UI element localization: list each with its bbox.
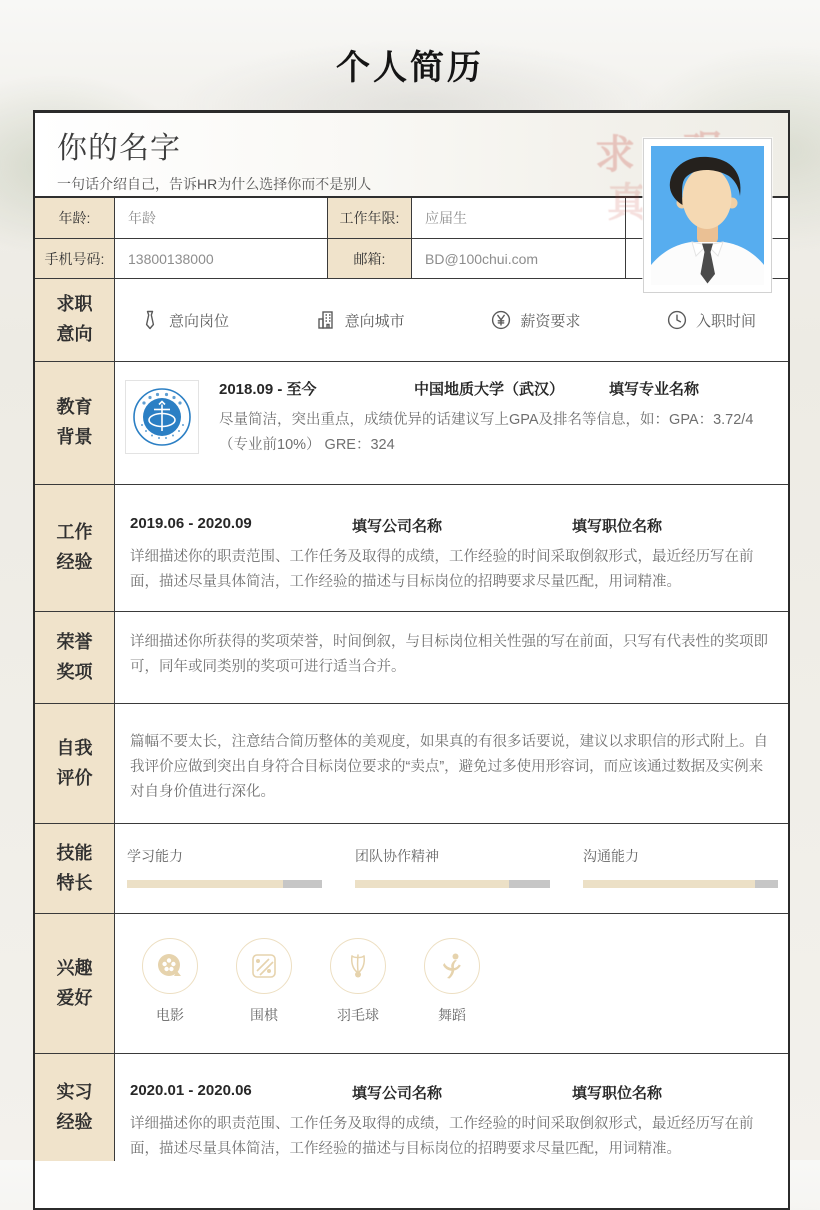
- skill-name: 团队协作精神: [355, 848, 439, 864]
- hobby-item: [424, 938, 480, 1025]
- skill-progress-fill: [583, 880, 755, 888]
- hobby-label: 围棋: [250, 1007, 278, 1023]
- section-skills: [35, 823, 788, 913]
- section-work-experience: [35, 484, 788, 611]
- skill-progress-bar: [583, 880, 778, 888]
- work-years-value: 应届生: [412, 198, 626, 238]
- honors-description: 详细描述你所获得的奖项荣誉，时间倒叙，与目标岗位相关性强的写在前面，只写有代表性的奖项即可，同年或同类别的奖项可进行适当合并。: [130, 634, 768, 675]
- internship-description: 详细描述你的职责范围、工作任务及取得的成绩，工作经验的时间采取倒叙形式，最近经历写在前面，描述尽量具体简洁，工作经验的描述与目标岗位的招聘要求尽量匹配，用词精准。: [130, 1116, 754, 1157]
- section-education: [35, 361, 788, 484]
- skill-item: [583, 846, 778, 888]
- email-label: 邮箱:: [328, 239, 412, 278]
- section-label: 工作经验: [56, 522, 93, 572]
- skill-item: [127, 846, 322, 888]
- intent-label: 薪资要求: [520, 312, 581, 330]
- internship-company: 填写公司名称: [352, 1085, 443, 1102]
- education-school: 中国地质大学（武汉）: [414, 381, 565, 398]
- phone-label: 手机号码:: [35, 239, 115, 278]
- age-label: 年龄:: [35, 198, 115, 238]
- section-label: 教育背景: [56, 397, 93, 447]
- skill-item: [355, 846, 550, 888]
- section-internship: [35, 1053, 788, 1161]
- section-label: 实习经验: [56, 1081, 93, 1132]
- education-description: 尽量简洁，突出重点，成绩优异的话建议写上GPA及排名等信息，如：GPA：3.72/4（专业前10%） GRE：324: [219, 412, 754, 453]
- candidate-tagline: 一句话介绍自己，告诉HR为什么选择你而不是别人: [57, 176, 372, 192]
- go-board-icon: [236, 938, 292, 994]
- hobby-label: 电影: [156, 1007, 184, 1023]
- id-photo: [643, 138, 772, 293]
- phone-value: 13800138000: [115, 239, 328, 278]
- skill-progress-fill: [127, 880, 283, 888]
- film-reel-icon: [142, 938, 198, 994]
- yen-icon: [490, 309, 512, 331]
- tie-icon: [139, 309, 161, 331]
- intent-position: [139, 309, 229, 331]
- hobby-item: [142, 938, 198, 1025]
- university-logo: [125, 380, 199, 454]
- intent-label: 意向岗位: [169, 312, 230, 330]
- education-major: 填写专业名称: [609, 381, 700, 398]
- section-self-evaluation: [35, 703, 788, 823]
- avatar: [651, 146, 764, 285]
- clock-icon: [666, 309, 688, 331]
- shuttlecock-icon: [330, 938, 386, 994]
- background-calligraphy: 真: [607, 181, 647, 225]
- work-company: 填写公司名称: [352, 518, 443, 535]
- work-period: 2019.06 - 2020.09: [130, 515, 252, 532]
- skill-progress-fill: [355, 880, 509, 888]
- skill-progress-bar: [127, 880, 322, 888]
- age-value: 年龄: [115, 198, 328, 238]
- section-label: 兴趣爱好: [56, 957, 93, 1008]
- candidate-name: 你的名字: [57, 132, 181, 165]
- section-hobbies: [35, 913, 788, 1053]
- hobby-item: [330, 938, 386, 1025]
- email-value: BD@100chui.com: [412, 239, 626, 278]
- intent-start-date: [666, 309, 756, 331]
- work-position: 填写职位名称: [572, 518, 663, 535]
- intent-label: 入职时间: [695, 312, 756, 330]
- section-label: 求职意向: [56, 294, 93, 344]
- self-evaluation-description: 篇幅不要太长，注意结合简历整体的美观度，如果真的有很多话要说，建议以求职信的形式附上。自我评价应做到突出自身符合目标岗位要求的“卖点”，避免过多使用形容词，而应该通过数据及实例来对自身价值进行深化。: [130, 734, 768, 800]
- work-description: 详细描述你的职责范围、工作任务及取得的成绩，工作经验的时间采取倒叙形式，最近经历写在前面，描述尽量具体简洁，工作经验的描述与目标岗位的招聘要求尽量匹配，用词精准。: [130, 549, 754, 590]
- page-title: 个人简历: [336, 49, 484, 87]
- education-period: 2018.09 - 至今: [219, 381, 317, 398]
- intent-label: 意向城市: [344, 312, 405, 330]
- background-calligraphy: 求: [595, 133, 635, 177]
- section-label: 荣誉奖项: [56, 631, 93, 682]
- internship-position: 填写职位名称: [572, 1085, 663, 1102]
- section-label: 自我评价: [56, 737, 93, 788]
- work-years-label: 工作年限:: [328, 198, 412, 238]
- hobby-item: [236, 938, 292, 1025]
- section-honors: [35, 611, 788, 703]
- building-icon: [315, 309, 337, 331]
- internship-period: 2020.01 - 2020.06: [130, 1082, 252, 1099]
- resume-card: [33, 110, 790, 1210]
- intent-city: [315, 309, 405, 331]
- intent-salary: [490, 309, 580, 331]
- hobby-label: 舞蹈: [438, 1007, 466, 1023]
- skill-progress-bar: [355, 880, 550, 888]
- section-label: 技能特长: [56, 842, 93, 893]
- skill-name: 学习能力: [127, 848, 183, 864]
- dancer-icon: [424, 938, 480, 994]
- hobby-label: 羽毛球: [337, 1007, 379, 1023]
- skill-name: 沟通能力: [583, 848, 639, 864]
